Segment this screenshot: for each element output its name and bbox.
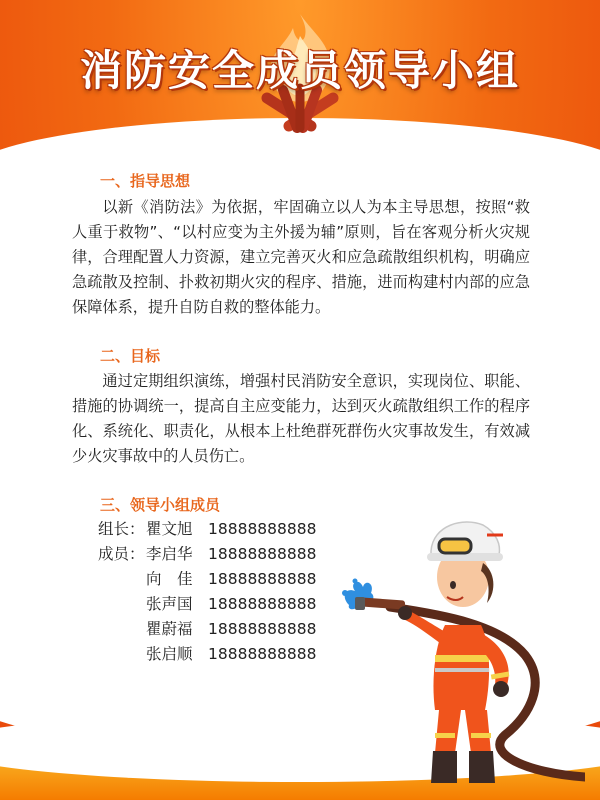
member-row: [98, 542, 316, 564]
firefighter-illustration: [335, 505, 585, 795]
section-heading-guiding-thought: 一、指导思想: [100, 172, 191, 190]
member-phone: 18888888888: [208, 595, 317, 613]
section-heading-goal: 二、目标: [100, 347, 161, 365]
poster-title: 消防安全成员领导小组: [79, 46, 520, 95]
section-body-guiding-thought: 以新《消防法》为依据，牢固确立以人为本主导思想，按照“救人重于救物”、“以村应变为主外援为辅”原则，旨在客观分析火灾规律，合理配置人力资源，建立完善灭火和应急疏散组织机构，明确应急疏散及控制、扑救初期火灾的程序、措施，进而构建村内部的应急保障体系，提升自防自救的整体能力。: [72, 198, 530, 316]
member-row: [98, 617, 316, 639]
member-row: [98, 592, 316, 614]
section-heading-members: 三、领导小组成员: [100, 496, 221, 514]
member-phone: 18888888888: [208, 645, 317, 663]
member-row: [98, 642, 316, 664]
member-row: [98, 517, 316, 539]
member-name: 瞿文旭: [146, 520, 193, 538]
member-name: 张启顺: [146, 645, 193, 663]
member-phone: 18888888888: [208, 520, 317, 538]
member-name: 向 佳: [146, 570, 193, 588]
member-phone: 18888888888: [208, 545, 317, 563]
member-phone: 18888888888: [208, 570, 317, 588]
member-role: 成员：: [98, 545, 145, 563]
member-name: 瞿蔚福: [146, 620, 193, 638]
section-body-goal: 通过定期组织演练，增强村民消防安全意识，实现岗位、职能、措施的协调统一，提高自主应变能力，达到灭火疏散组织工作的程序化、系统化、职责化，从根本上杜绝群死群伤火灾事故发生，有效减少火灾事故中的人员伤亡。: [72, 372, 530, 465]
member-row: [98, 567, 316, 589]
member-name: 张声国: [146, 595, 193, 613]
member-name: 李启华: [146, 545, 193, 563]
member-phone: 18888888888: [208, 620, 317, 638]
member-role: 组长：: [98, 520, 145, 538]
